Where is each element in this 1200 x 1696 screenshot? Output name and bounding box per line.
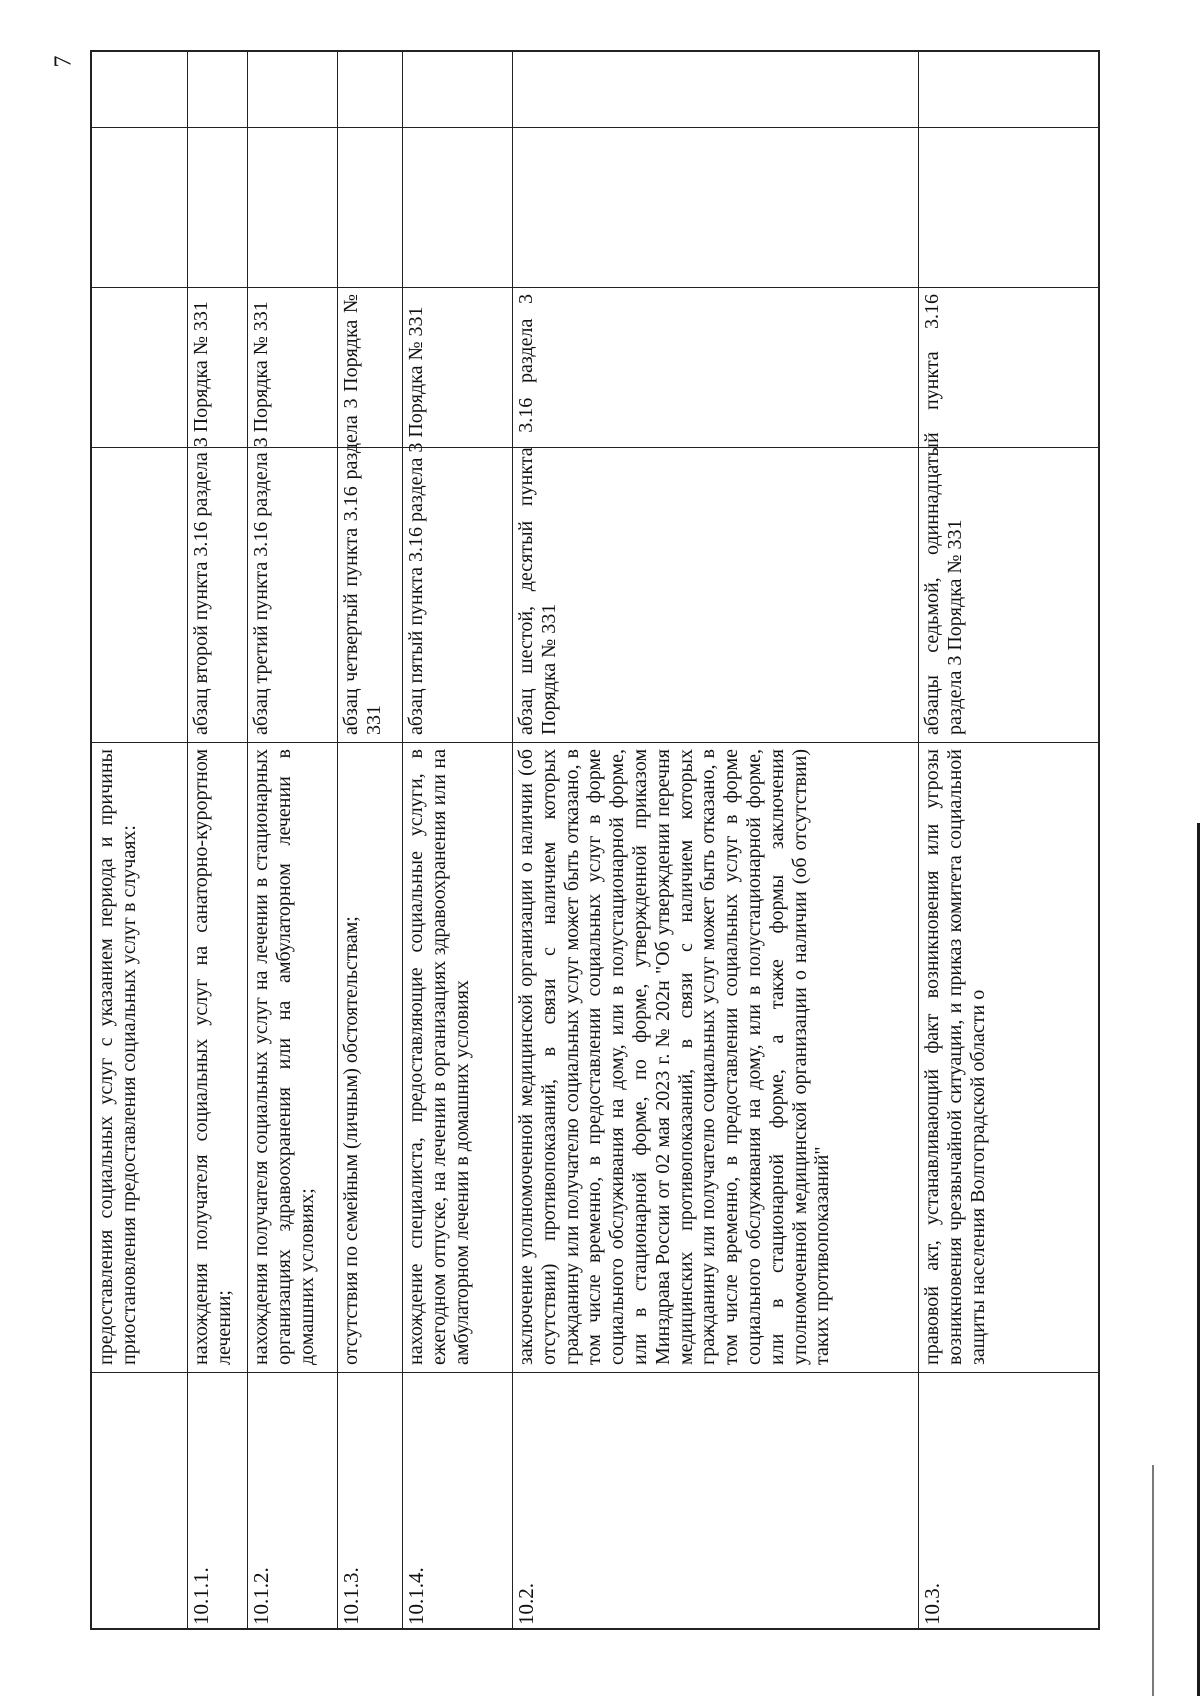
row-description-cell bbox=[337, 742, 402, 1372]
row-description-cell bbox=[247, 742, 337, 1372]
row-number-cell bbox=[187, 1372, 247, 1632]
rotated-table bbox=[90, 50, 1100, 1630]
row-reference-cell bbox=[187, 287, 247, 742]
row-description: нахождения получателя социальных услуг на лечении в стационарных организациях здравоохранения или на амбулаторном лечении в домашних условиях; bbox=[250, 749, 318, 1365]
row-description-cell bbox=[187, 742, 247, 1372]
row-number-cell bbox=[92, 1372, 187, 1632]
row-reference: абзац второй пункта 3.16 раздела 3 Порядка № 331 bbox=[190, 301, 212, 735]
scan-line bbox=[1152, 1465, 1154, 1696]
row-number: 10.1.3. bbox=[339, 1567, 363, 1625]
column-divider bbox=[92, 127, 1098, 128]
row-number-cell bbox=[512, 1372, 918, 1632]
row-description-cell bbox=[918, 742, 1102, 1372]
row-description: правовой акт, устанавливающий факт возникновения или угрозы возникновения чрезвычайной ситуации, и приказ комитета социальной защиты населения Волгоградской области о bbox=[921, 749, 989, 1365]
row-description: нахождение специалиста, предоставляющие социальные услуги, в ежегодном отпуске, на лечении в организациях здравоохранения или на амбулаторном лечении в домашних условиях bbox=[405, 749, 473, 1365]
row-reference-cell bbox=[402, 287, 512, 742]
row-number: 10.3. bbox=[920, 1583, 944, 1625]
row-description: заключение уполномоченной медицинской организации о наличии (об отсутствии) противопоказаний, в связи с наличием которых гражданину или получателю социальных услуг может быть отказано, в том числе временно, в предоставлении социальных услуг в форме социального обслуживания на дому, или в полустационарной форме, или в стационарной форме, по форме, утвержденной приказом Минздрава России от 02 мая 2023 г. № 202н "Об утверждении перечня медицинских противопоказаний, в связи с наличием которых гражданину или получателю социальных услуг может быть отказано, в том числе временно, в предоставлении социальных услуг в форме социального обслуживания на дому, или в полустационарной форме, или в стационарной форме, а также формы заключения уполномоченной медицинской организации о наличии (об отсутствии) таких противопоказаний" bbox=[515, 749, 834, 1365]
row-reference: абзац пятый пункта 3.16 раздела 3 Порядка № 331 bbox=[405, 306, 427, 735]
row-description-cell bbox=[92, 742, 187, 1372]
row-description: предоставления социальных услуг с указанием периода и причины приостановления предоставления социальных услуг в случаях: bbox=[95, 749, 140, 1365]
row-reference-cell bbox=[512, 287, 918, 742]
row-reference-cell bbox=[337, 287, 402, 742]
row-description-cell bbox=[402, 742, 512, 1372]
row-number bbox=[92, 1372, 187, 1632]
row-number: 10.1.4. bbox=[404, 1567, 428, 1625]
page-number: 7 bbox=[50, 55, 77, 68]
row-reference: абзацы седьмой, одиннадцатый пункта 3.16 раздела 3 Порядка № 331 bbox=[921, 294, 966, 735]
row-reference-cell bbox=[92, 287, 187, 742]
row-number: 10.2. bbox=[514, 1583, 538, 1625]
row-reference bbox=[92, 287, 187, 742]
row-reference-cell bbox=[247, 287, 337, 742]
row-reference: абзац четвертый пункта 3.16 раздела 3 Порядка № 331 bbox=[340, 294, 385, 735]
row-number-cell bbox=[337, 1372, 402, 1632]
row-number-cell bbox=[918, 1372, 1102, 1632]
row-number: 10.1.2. bbox=[249, 1567, 273, 1625]
row-reference: абзац шестой, десятый пункта 3.16 раздела 3 Порядка № 331 bbox=[515, 294, 560, 735]
row-reference: абзац третий пункта 3.16 раздела 3 Порядка № 331 bbox=[250, 301, 272, 735]
row-number-cell bbox=[247, 1372, 337, 1632]
row-number: 10.1.1. bbox=[189, 1567, 213, 1625]
row-description: нахождения получателя социальных услуг на санаторно-курортном лечении; bbox=[190, 749, 235, 1365]
row-description: отсутствия по семейным (личным) обстоятельствам; bbox=[340, 916, 362, 1365]
row-description-cell bbox=[512, 742, 918, 1372]
row-number-cell bbox=[402, 1372, 512, 1632]
row-reference-cell bbox=[918, 287, 1102, 742]
